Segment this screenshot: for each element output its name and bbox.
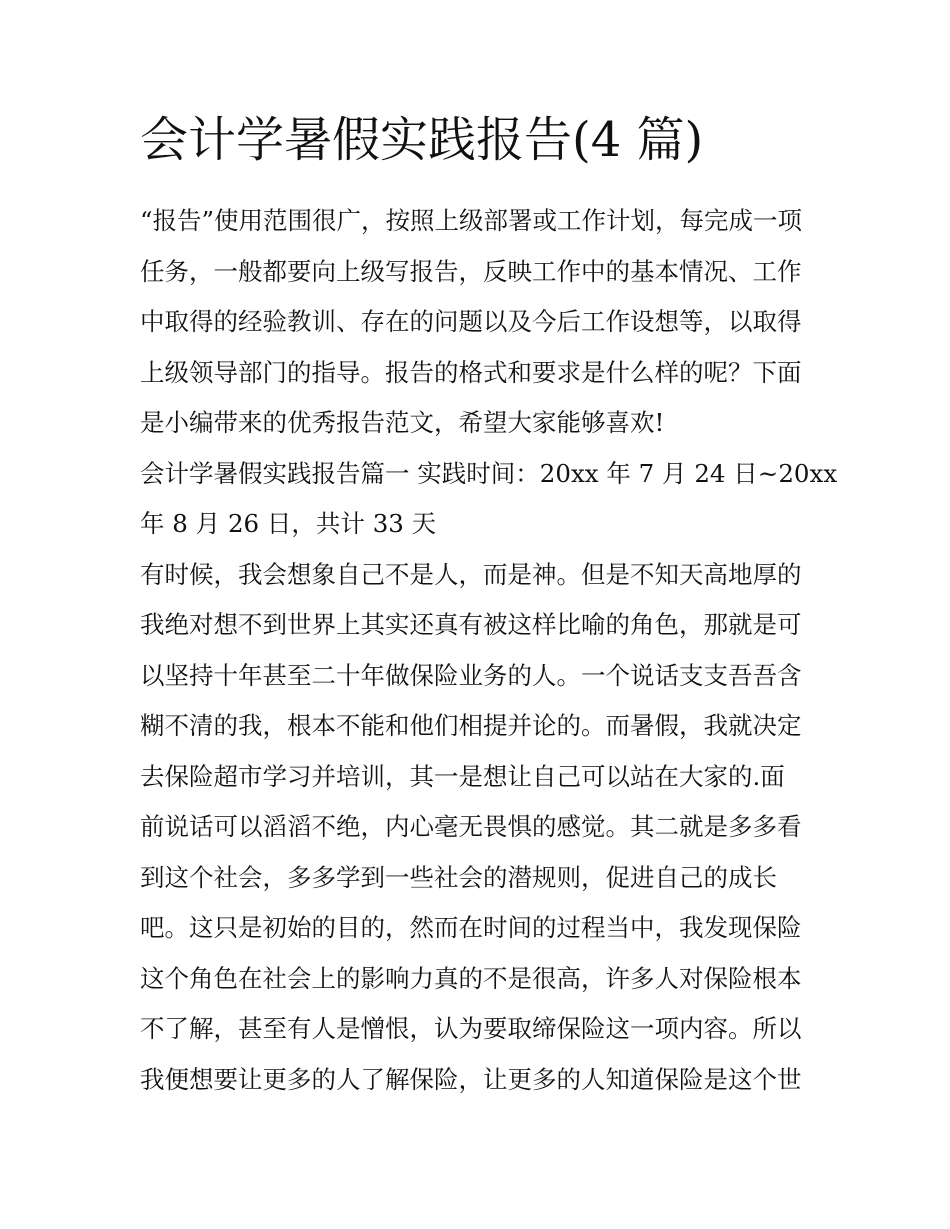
text-line: 糊不清的我，根本不能和他们相提并论的。而暑假，我就决定	[140, 711, 802, 740]
text-line: 这个角色在社会上的影响力真的不是很高，许多人对保险根本	[140, 963, 802, 993]
text-line: “报告”使用范围很广，按照上级部署或工作计划，每完成一项	[140, 206, 803, 235]
text-line: 我绝对想不到世界上其实还真有被这样比喻的角色，那就是可	[140, 610, 802, 639]
text-line: 到这个社会，多多学到一些社会的潜规则，促进自己的成长	[140, 862, 777, 892]
text-line: 我便想要让更多的人了解保险，让更多的人知道保险是这个世	[140, 1064, 802, 1094]
text-line: 年 8 月 26 日，共计 33 天	[140, 509, 437, 538]
text-line: 前说话可以滔滔不绝，内心毫无畏惧的感觉。其二就是多多看	[140, 812, 802, 841]
document-body	[140, 196, 838, 1105]
text-line: 会计学暑假实践报告篇一 实践时间：20xx 年 7 月 24 日~20xx	[140, 458, 838, 488]
text-line: 任务，一般都要向上级写报告，反映工作中的基本情况、工作	[140, 256, 802, 286]
document-title: 会计学暑假实践报告(4 篇)	[140, 112, 704, 168]
text-line: 以坚持十年甚至二十年做保险业务的人。一个说话支支吾吾含	[140, 660, 802, 690]
text-line: 中取得的经验教训、存在的问题以及今后工作设想等，以取得	[140, 307, 802, 336]
text-line: 不了解，甚至有人是憎恨，认为要取缔保险这一项内容。所以	[140, 1014, 802, 1043]
text-line: 上级领导部门的指导。报告的格式和要求是什么样的呢？下面	[140, 357, 802, 387]
text-line: 吧。这只是初始的目的，然而在时间的过程当中，我发现保险	[140, 913, 802, 942]
text-line: 有时候，我会想象自己不是人，而是神。但是不知天高地厚的	[140, 559, 802, 589]
text-line: 是小编带来的优秀报告范文，希望大家能够喜欢!	[140, 408, 665, 437]
text-line: 去保险超市学习并培训，其一是想让自己可以站在大家的.面	[140, 761, 785, 791]
